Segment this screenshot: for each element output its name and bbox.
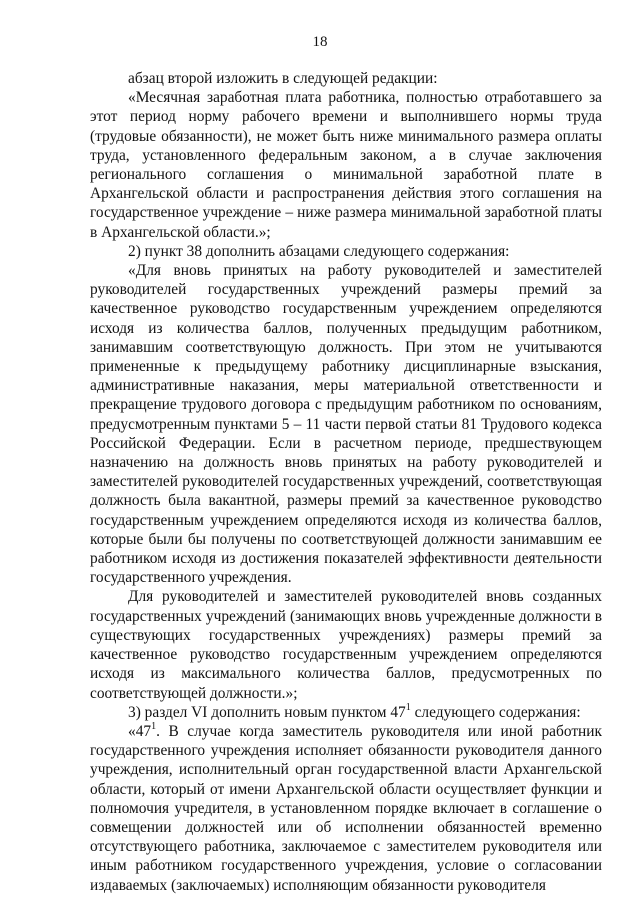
item-3-text-end: следующего содержания: — [410, 703, 581, 721]
paragraph-new-institutions-bonus: Для руководителей и заместителей руководителей вновь созданных государственных учреждений (занимающих вновь учрежденные должности в существующих государственных учреждениях) размеры премий за качественное руководство государственным учреждением определяются исходя из максимального количества баллов, предусмотренных по соответствующей должности.»; — [90, 588, 602, 702]
point-47-1-superscript: 1 — [151, 720, 157, 732]
paragraph-item-3 — [90, 703, 602, 722]
paragraph-new-managers-bonus: «Для вновь принятых на работу руководителей и заместителей руководителей государственных учреждений размеры премий за качественное руководство государственным учреждением определяются исходя из количества баллов, полученных предыдущим работником, занимавшим соответствующую должность. При этом не учитываются примененные к предыдущему работнику дисциплинарные взыскания, административные наказания, меры материальной ответственности и прекращение трудового договора с предыдущим работником по основаниям, предусмотренным пунктами 5 – 11 части первой статьи 81 Трудового кодекса Российской Федерации. Если в расчетном периоде, предшествующем назначению на должность вновь принятых на работу руководителей и заместителей руководителей государственных учреждений, соответствующая должность была вакантной, размеры премий за качественное руководство государственным учреждением определяются исходя из количества баллов, которые были бы получены по соответствующей должности занимавшим ее работником исходя из достижения показателей эффективности деятельности государственного учреждения. — [90, 262, 602, 587]
paragraph-item-2: 2) пункт 38 дополнить абзацами следующего содержания: — [128, 242, 510, 260]
document-body — [90, 69, 602, 895]
paragraph-point-47-1 — [90, 722, 602, 895]
paragraph-amendment-intro: абзац второй изложить в следующей редакции: — [128, 70, 438, 87]
item-3-text-start: 3) раздел VI дополнить новым пунктом 47 — [128, 703, 406, 721]
point-47-1-number: «47 — [128, 722, 152, 740]
point-47-1-text: . В случае когда заместитель руководителя или иной работник государственного учреждения исполняет обязанности руководителя данного учреждения, исполнительный орган государственной власти Архангельской области, который от имени Архангельской области осуществляет функции и полномочия учредителя, в установленном порядке включает в соглашение о совмещении должностей или об исполнении обязанностей временно отсутствующего работника, заключаемое с заместителем руководителя или иным работником государственного учреждения, условие о согласовании издаваемых (заключаемых) исполняющим обязанности руководителя — [90, 722, 602, 894]
page-number: 18 — [312, 34, 328, 50]
item-3-superscript: 1 — [405, 701, 411, 713]
paragraph-monthly-wage: «Месячная заработная плата работника, полностью отработавшего за этот период норму рабочего времени и выполнившего нормы труда (трудовые обязанности), не может быть ниже минимального размера оплаты труда, установленного федеральным законом, а в случае заключения регионального соглашения о минимальной заработной плате в Архангельской области и распространения действия этого соглашения на государственное учреждение – ниже размера минимальной заработной платы в Архангельской области.»; — [90, 89, 602, 241]
